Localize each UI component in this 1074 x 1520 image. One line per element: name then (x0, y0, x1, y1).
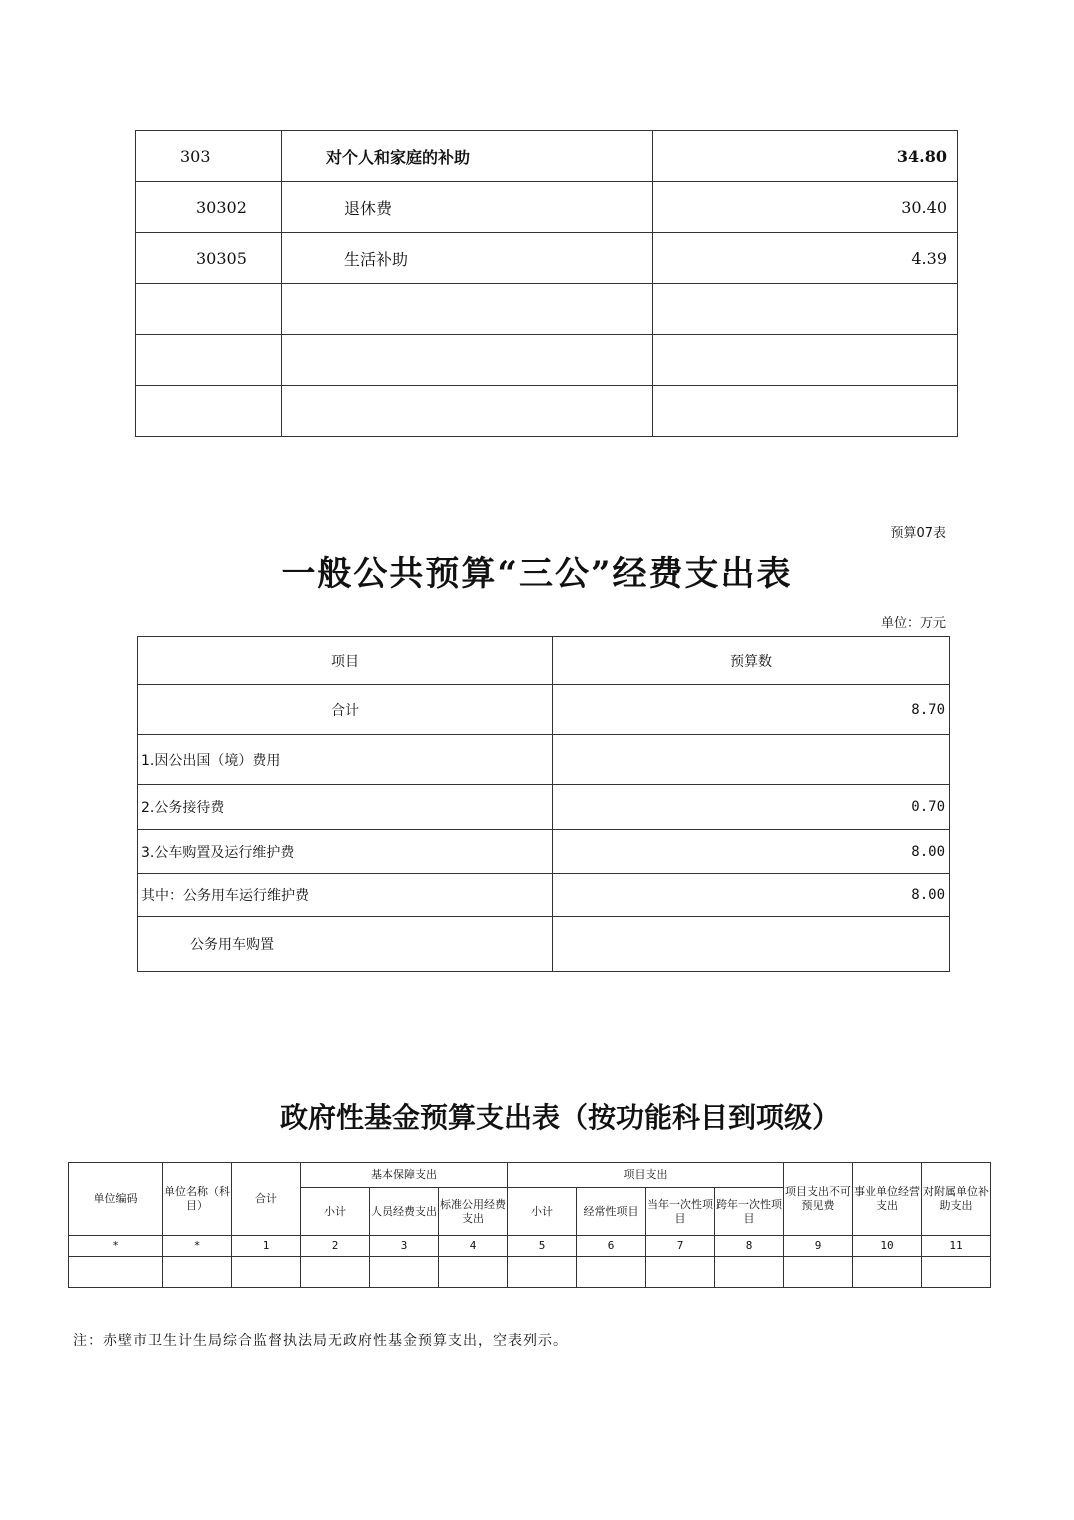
table-row-empty (136, 284, 958, 335)
header-cross-year: 跨年一次性项目 (715, 1188, 784, 1236)
table-row (136, 233, 958, 284)
header-unit-name: 单位名称（科目） (163, 1163, 232, 1236)
unit-label: 单位：万元 (880, 616, 946, 631)
item-label: 2.公务接待费 (138, 785, 553, 830)
item-amount: 0.70 (553, 785, 950, 830)
header-subsidy: 对附属单位补助支出 (922, 1163, 991, 1236)
table-row-empty (136, 386, 958, 437)
column-number: 8 (715, 1236, 784, 1257)
table-row (136, 131, 958, 182)
column-number: * (69, 1236, 163, 1257)
column-number: 10 (853, 1236, 922, 1257)
header-standard-public: 标准公用经费支出 (439, 1188, 508, 1236)
table-header (69, 1163, 991, 1188)
header-item: 项目 (138, 637, 553, 685)
table-row (138, 874, 950, 917)
amount: 30.40 (653, 182, 958, 233)
header-project-subtotal: 小计 (508, 1188, 577, 1236)
table-row-empty (136, 335, 958, 386)
table-row (138, 785, 950, 830)
footnote: 注：赤壁市卫生计生局综合监督执法局无政府性基金预算支出，空表列示。 (73, 1333, 568, 1349)
column-number: 11 (922, 1236, 991, 1257)
economic-name: 生活补助 (282, 233, 653, 284)
column-number: 6 (577, 1236, 646, 1257)
table-header (138, 637, 950, 685)
table-row (138, 735, 950, 785)
header-basic-subtotal: 小计 (301, 1188, 370, 1236)
header-one-time: 当年一次性项目 (646, 1188, 715, 1236)
sangong-table (137, 636, 950, 972)
column-number: 3 (370, 1236, 439, 1257)
header-recurring: 经常性项目 (577, 1188, 646, 1236)
economic-name: 对个人和家庭的补助 (282, 131, 653, 182)
item-label: 3.公车购置及运行维护费 (138, 830, 553, 874)
fund-table (68, 1162, 991, 1288)
header-amount: 预算数 (553, 637, 950, 685)
column-number: 2 (301, 1236, 370, 1257)
table-row (136, 182, 958, 233)
economic-name: 退休费 (282, 182, 653, 233)
column-number: 7 (646, 1236, 715, 1257)
header-personnel: 人员经费支出 (370, 1188, 439, 1236)
header-unforeseen: 项目支出不可预见费 (784, 1163, 853, 1236)
column-number: 1 (232, 1236, 301, 1257)
amount: 4.39 (653, 233, 958, 284)
item-amount (553, 735, 950, 785)
table-row-empty (69, 1257, 991, 1288)
item-amount (553, 917, 950, 972)
economic-code: 303 (136, 131, 282, 182)
economic-code: 30305 (136, 233, 282, 284)
table-row (138, 917, 950, 972)
column-number: 5 (508, 1236, 577, 1257)
item-label: 合计 (138, 685, 553, 735)
column-number-row (69, 1236, 991, 1257)
item-amount: 8.00 (553, 830, 950, 874)
header-total: 合计 (232, 1163, 301, 1236)
item-amount: 8.00 (553, 874, 950, 917)
table-row (138, 830, 950, 874)
expense-detail-table (135, 130, 958, 437)
economic-code: 30302 (136, 182, 282, 233)
form-number: 预算07表 (890, 526, 946, 541)
header-basic: 基本保障支出 (301, 1163, 508, 1188)
column-number: 4 (439, 1236, 508, 1257)
fund-title: 政府性基金预算支出表（按功能科目到项级） (279, 1101, 840, 1134)
table-row (138, 685, 950, 735)
item-label: 1.因公出国（境）费用 (138, 735, 553, 785)
sangong-title: 一般公共预算“三公”经费支出表 (281, 554, 793, 594)
column-number: 9 (784, 1236, 853, 1257)
column-number: * (163, 1236, 232, 1257)
header-business: 事业单位经营支出 (853, 1163, 922, 1236)
header-project: 项目支出 (508, 1163, 784, 1188)
item-label: 公务用车购置 (138, 917, 553, 972)
amount: 34.80 (653, 131, 958, 182)
header-unit-code: 单位编码 (69, 1163, 163, 1236)
item-amount: 8.70 (553, 685, 950, 735)
item-label: 其中：公务用车运行维护费 (138, 874, 553, 917)
